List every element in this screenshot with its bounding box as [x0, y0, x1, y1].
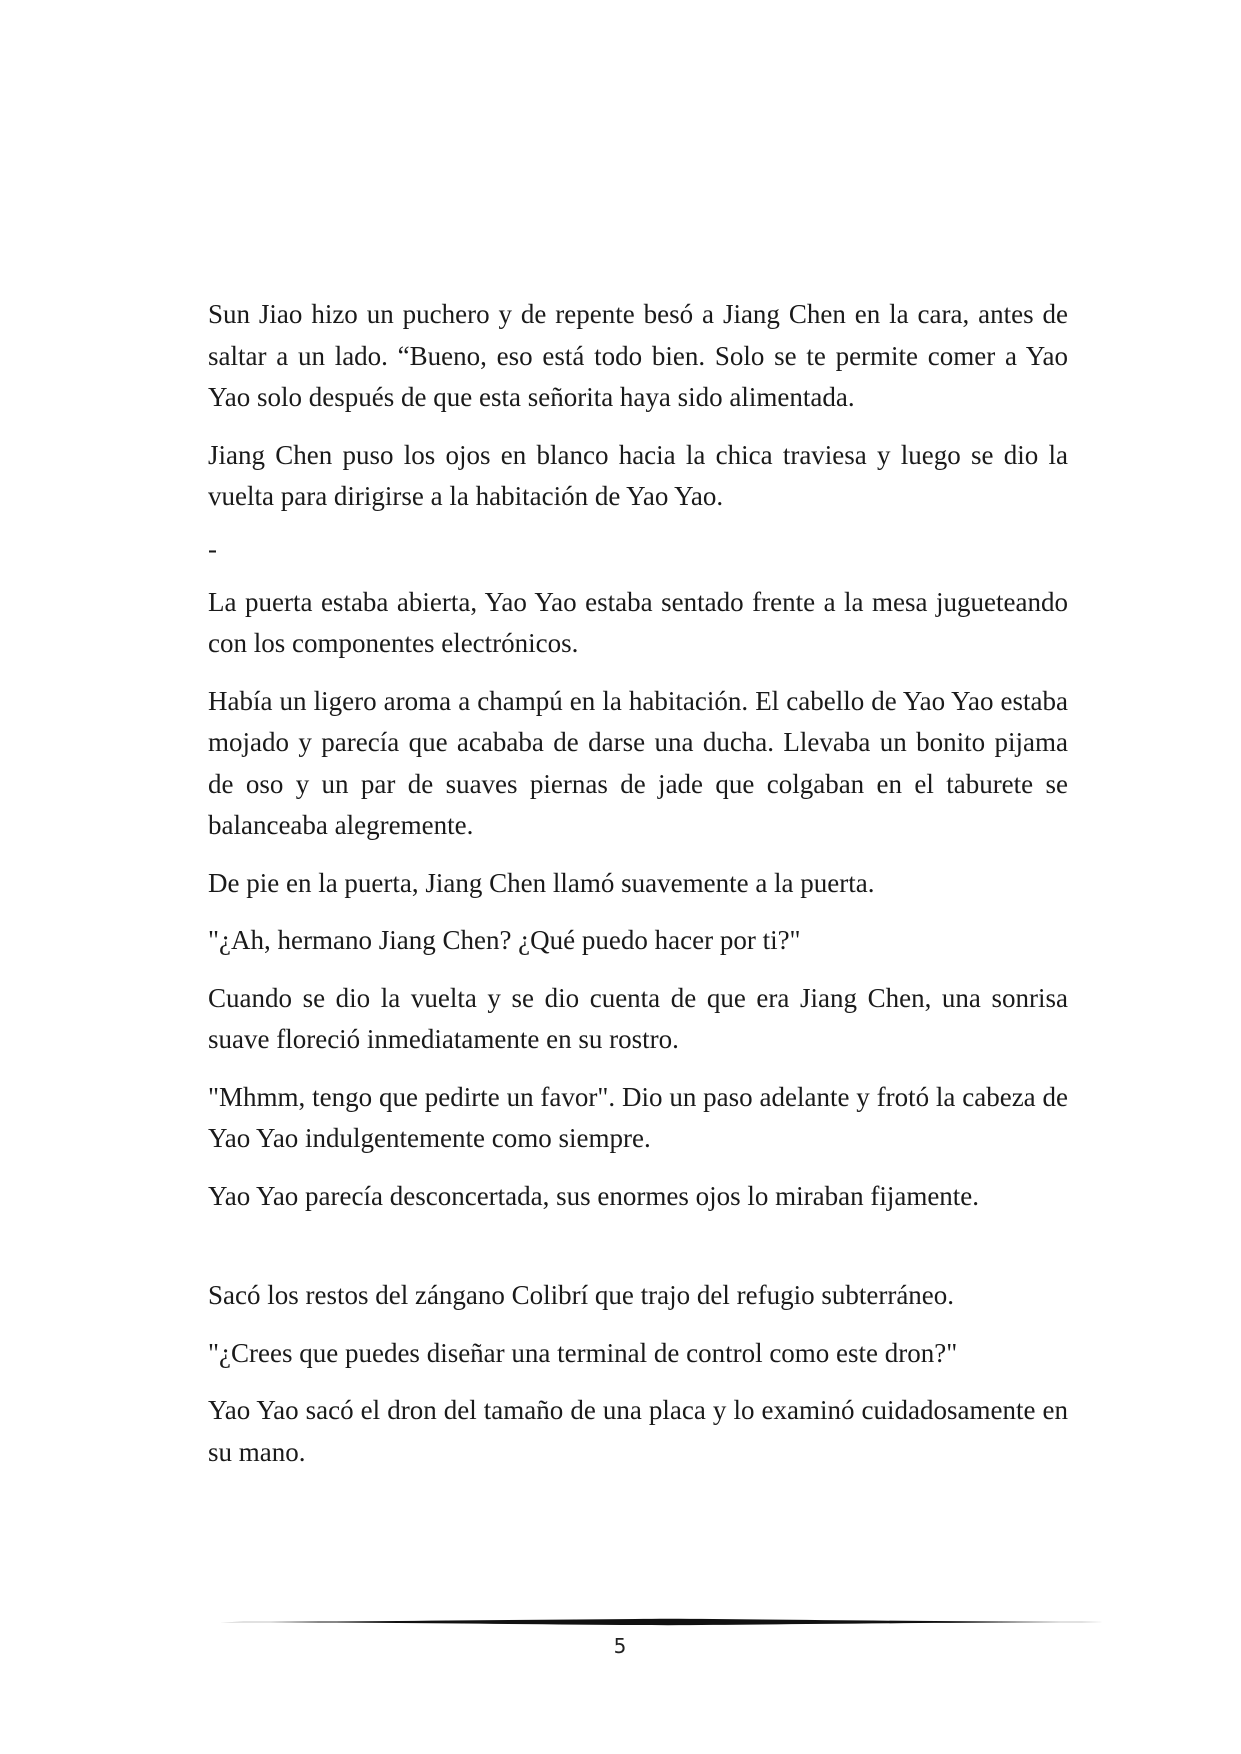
- page-number: 5: [613, 1634, 627, 1658]
- dialogue-line: "¿Crees que puedes diseñar una terminal de control como este dron?": [208, 1337, 958, 1368]
- paragraph: La puerta estaba abierta, Yao Yao estaba sentado frente a la mesa jugueteando con los componentes electrónicos.: [208, 586, 1068, 658]
- footer-rule: [208, 1616, 1104, 1628]
- paragraph: Jiang Chen puso los ojos en blanco hacia la chica traviesa y luego se dio la vuelta para dirigirse a la habitación de Yao Yao.: [208, 439, 1068, 511]
- paragraph: Yao Yao parecía desconcertada, sus enormes ojos lo miraban fijamente.: [208, 1180, 980, 1211]
- dialogue-line: "¿Ah, hermano Jiang Chen? ¿Qué puedo hacer por ti?": [208, 925, 801, 955]
- scene-separator: -: [208, 533, 217, 564]
- body-text: [208, 294, 1068, 1489]
- paragraph: Cuando se dio la vuelta y se dio cuenta de que era Jiang Chen, una sonrisa suave floreció inmediatamente en su rostro.: [208, 982, 1068, 1054]
- paragraph: Había un ligero aroma a champú en la habitación. El cabello de Yao Yao estaba mojado y parecía que acababa de darse una ducha. Llevaba un bonito pijama de oso y un par de suaves piernas de jade que colgaban en el taburete se balanceaba alegremente.: [208, 685, 1068, 840]
- paragraph: "Mhmm, tengo que pedirte un favor". Dio un paso adelante y frotó la cabeza de Yao Yao indulgentemente como siempre.: [208, 1081, 1068, 1153]
- paragraph: Yao Yao sacó el dron del tamaño de una placa y lo examinó cuidadosamente en su mano.: [208, 1395, 1068, 1467]
- paragraph: Sun Jiao hizo un puchero y de repente besó a Jiang Chen en la cara, antes de saltar a un lado. “Bueno, eso está todo bien. Solo se te permite comer a Yao Yao solo después de que esta señorita haya sido alimentada.: [208, 299, 1068, 412]
- paragraph: De pie en la puerta, Jiang Chen llamó suavemente a la puerta.: [208, 867, 875, 898]
- paragraph: Sacó los restos del zángano Colibrí que trajo del refugio subterráneo.: [208, 1280, 955, 1310]
